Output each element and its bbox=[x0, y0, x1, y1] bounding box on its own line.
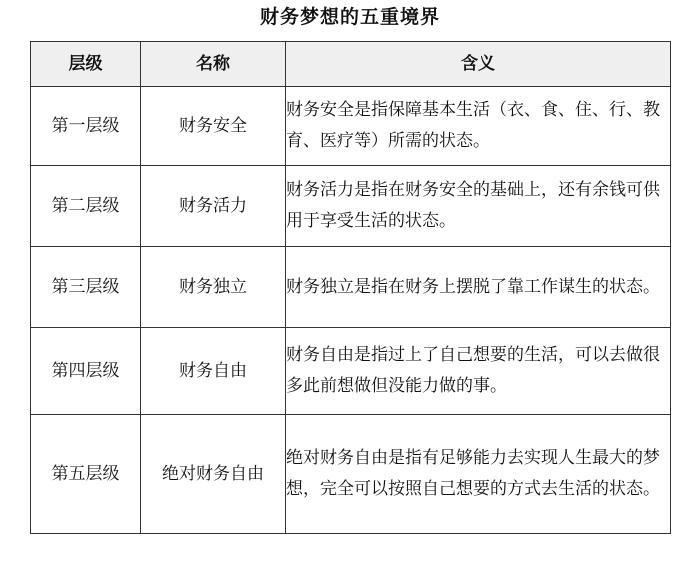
cell-meaning: 财务活力是指在财务安全的基础上，还有余钱可供用于享受生活的状态。 bbox=[286, 166, 671, 247]
cell-level: 第一层级 bbox=[31, 87, 141, 166]
levels-table bbox=[30, 41, 671, 534]
table-header-row bbox=[31, 42, 671, 87]
cell-name: 财务自由 bbox=[141, 328, 286, 415]
cell-name: 财务活力 bbox=[141, 166, 286, 247]
header-level: 层级 bbox=[31, 42, 141, 87]
cell-meaning: 财务安全是指保障基本生活（衣、食、住、行、教育、医疗等）所需的状态。 bbox=[286, 87, 671, 166]
cell-meaning: 绝对财务自由是指有足够能力去实现人生最大的梦想，完全可以按照自己想要的方式去生活的状态。 bbox=[286, 415, 671, 534]
table-row bbox=[31, 247, 671, 328]
cell-level: 第三层级 bbox=[31, 247, 141, 328]
cell-name: 财务安全 bbox=[141, 87, 286, 166]
cell-level: 第四层级 bbox=[31, 328, 141, 415]
cell-level: 第二层级 bbox=[31, 166, 141, 247]
cell-name: 绝对财务自由 bbox=[141, 415, 286, 534]
cell-level: 第五层级 bbox=[31, 415, 141, 534]
table-row bbox=[31, 328, 671, 415]
cell-name: 财务独立 bbox=[141, 247, 286, 328]
page-title: 财务梦想的五重境界 bbox=[259, 6, 440, 28]
header-meaning: 含义 bbox=[286, 42, 671, 87]
header-name: 名称 bbox=[141, 42, 286, 87]
table-row bbox=[31, 166, 671, 247]
cell-meaning: 财务独立是指在财务上摆脱了靠工作谋生的状态。 bbox=[286, 247, 671, 328]
table-row bbox=[31, 415, 671, 534]
cell-meaning: 财务自由是指过上了自己想要的生活，可以去做很多此前想做但没能力做的事。 bbox=[286, 328, 671, 415]
table-row bbox=[31, 87, 671, 166]
